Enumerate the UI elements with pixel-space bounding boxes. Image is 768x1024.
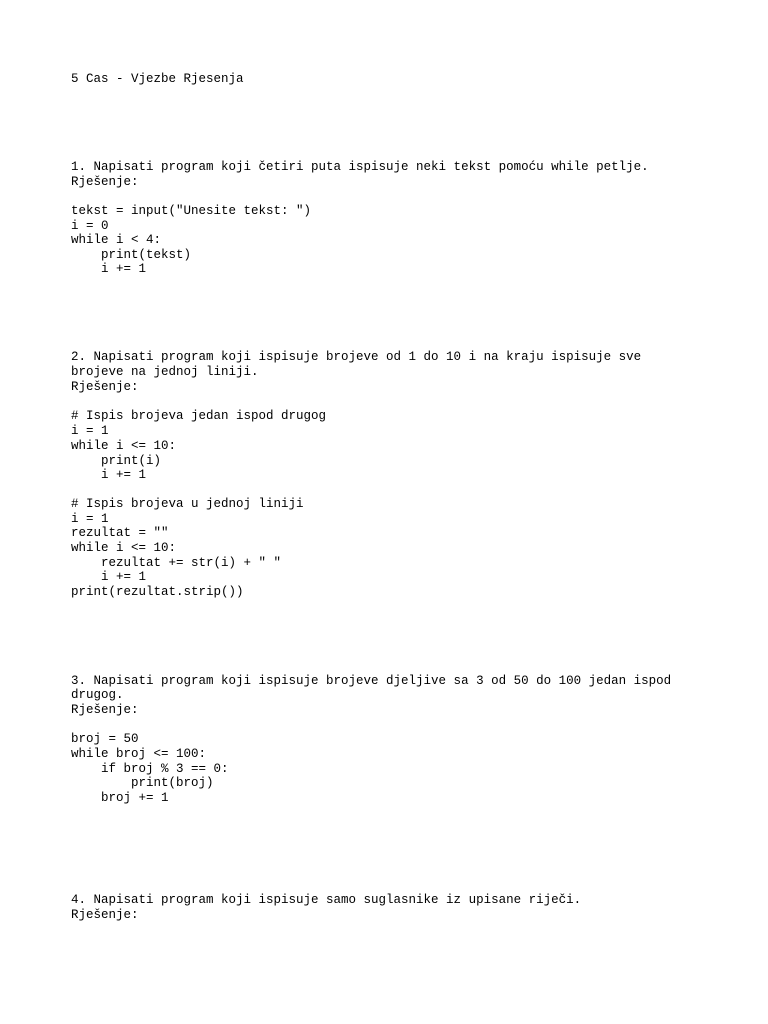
code-line: while i < 4: xyxy=(71,233,162,247)
document-title: 5 Cas - Vjezbe Rjesenja xyxy=(71,72,244,86)
code-line: while i <= 10: xyxy=(71,439,177,453)
code-line: tekst = input("Unesite tekst: ") xyxy=(71,204,312,218)
code-line: i += 1 xyxy=(71,468,147,482)
code-line: print(tekst) xyxy=(71,248,192,262)
code-line: i += 1 xyxy=(71,570,147,584)
code-line: print(broj) xyxy=(71,776,214,790)
code-comment: # Ispis brojeva jedan ispod drugog xyxy=(71,409,327,423)
code-line: if broj % 3 == 0: xyxy=(71,762,229,776)
task-4-text: 4. Napisati program koji ispisuje samo suglasnike iz upisane riječi. xyxy=(71,893,582,907)
code-line: i = 0 xyxy=(71,219,109,233)
code-line: rezultat += str(i) + " " xyxy=(71,556,282,570)
task-2-text: brojeve na jednoj liniji. xyxy=(71,365,259,379)
task-1-text: 1. Napisati program koji četiri puta ispisuje neki tekst pomoću while petlje. xyxy=(71,160,649,174)
task-3-text: drugog. xyxy=(71,688,124,702)
code-line: broj += 1 xyxy=(71,791,169,805)
code-line: i += 1 xyxy=(71,262,147,276)
task-3-solution-label: Rješenje: xyxy=(71,703,139,717)
task-4-solution-label: Rješenje: xyxy=(71,908,139,922)
code-comment: # Ispis brojeva u jednoj liniji xyxy=(71,497,304,511)
task-1-solution-label: Rješenje: xyxy=(71,175,139,189)
code-line: while broj <= 100: xyxy=(71,747,207,761)
code-line: broj = 50 xyxy=(71,732,139,746)
code-line: print(i) xyxy=(71,454,162,468)
code-line: i = 1 xyxy=(71,512,109,526)
code-line: while i <= 10: xyxy=(71,541,177,555)
task-2-text: 2. Napisati program koji ispisuje brojeve od 1 do 10 i na kraju ispisuje sve xyxy=(71,350,642,364)
code-line: i = 1 xyxy=(71,424,109,438)
task-2-solution-label: Rješenje: xyxy=(71,380,139,394)
code-line: rezultat = "" xyxy=(71,526,169,540)
code-line: print(rezultat.strip()) xyxy=(71,585,244,599)
task-3-text: 3. Napisati program koji ispisuje brojeve djeljive sa 3 od 50 do 100 jedan ispod xyxy=(71,674,672,688)
